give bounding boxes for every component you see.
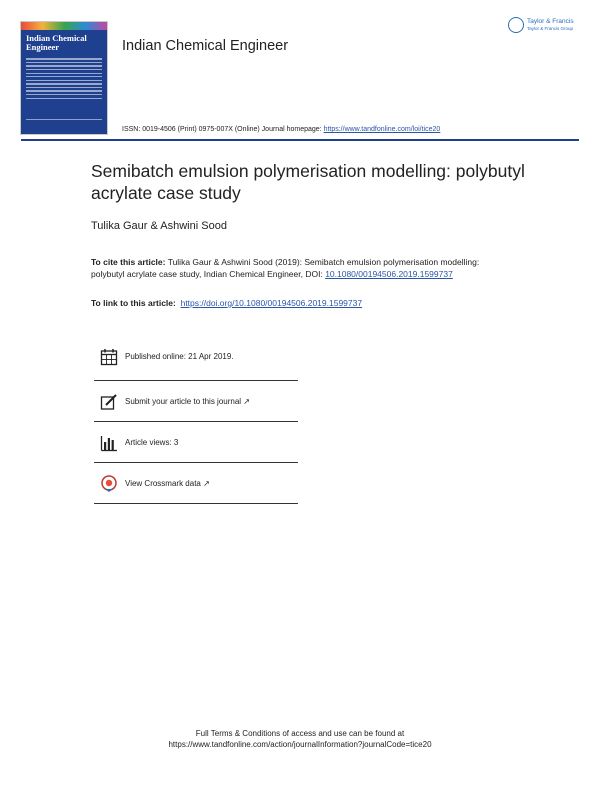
article-views-row — [94, 422, 298, 463]
issn-line — [122, 126, 440, 133]
bar-chart-icon — [99, 433, 119, 453]
submit-article-row[interactable] — [94, 381, 298, 422]
journal-name: Indian Chemical Engineer — [122, 38, 289, 54]
cover-title: Indian Chemical Engineer — [26, 33, 87, 52]
submit-article-link[interactable]: Submit your article to this journal — [125, 397, 242, 406]
citation-text: Tulika Gaur & Ashwini Sood (2019): Semibatch emulsion polymerisation modelling: polybutyl acrylate case study, Indian Chemical Engineer, DOI: — [91, 257, 480, 279]
external-link-icon: ↗ — [243, 397, 250, 406]
citation-label: To cite this article: — [91, 257, 166, 267]
crossmark-link[interactable]: View Crossmark data — [125, 479, 201, 488]
publisher-group-name: Taylor & Francis Group — [527, 26, 574, 31]
journal-homepage-link[interactable]: https://www.tandfonline.com/loi/tice20 — [323, 126, 441, 133]
external-link-icon: ↗ — [203, 479, 210, 488]
footer-terms-text: Full Terms & Conditions of access and use can be found at — [195, 729, 405, 738]
footer — [0, 728, 600, 750]
header-divider — [21, 139, 579, 141]
article-authors: Tulika Gaur & Ashwini Sood — [91, 220, 227, 232]
article-link-label: To link to this article: — [91, 298, 176, 308]
footer-terms-link[interactable]: https://www.tandfonline.com/action/journalInformation?journalCode=tice20 — [168, 740, 432, 749]
calendar-icon — [99, 347, 119, 367]
citation-block — [91, 257, 491, 280]
crossmark-row[interactable] — [94, 463, 298, 504]
article-title: Semibatch emulsion polymerisation modelling: polybutyl acrylate case study — [91, 161, 525, 203]
citation-doi-link[interactable]: 10.1080/00194506.2019.1599737 — [325, 268, 453, 279]
cover-color-strip — [21, 22, 107, 30]
issn-text: ISSN: 0019-4506 (Print) 0975-007X (Online) Journal homepage: — [122, 126, 324, 133]
edit-icon — [99, 392, 119, 412]
published-online-text: Published online: 21 Apr 2019. — [125, 352, 234, 361]
journal-cover-thumbnail — [21, 22, 107, 134]
row-divider — [94, 503, 298, 504]
cover-publisher-logos — [26, 119, 102, 128]
publisher-name: Taylor & Francis — [527, 18, 574, 25]
publisher-logo — [508, 17, 574, 33]
cover-text-lines — [21, 54, 107, 103]
publisher-logo-icon — [508, 17, 524, 33]
article-views-text: Article views: 3 — [125, 438, 179, 447]
article-link-block — [91, 298, 362, 308]
crossmark-icon — [99, 474, 119, 494]
published-online-row — [94, 336, 298, 377]
article-doi-url-link[interactable]: https://doi.org/10.1080/00194506.2019.1599737 — [180, 298, 363, 308]
